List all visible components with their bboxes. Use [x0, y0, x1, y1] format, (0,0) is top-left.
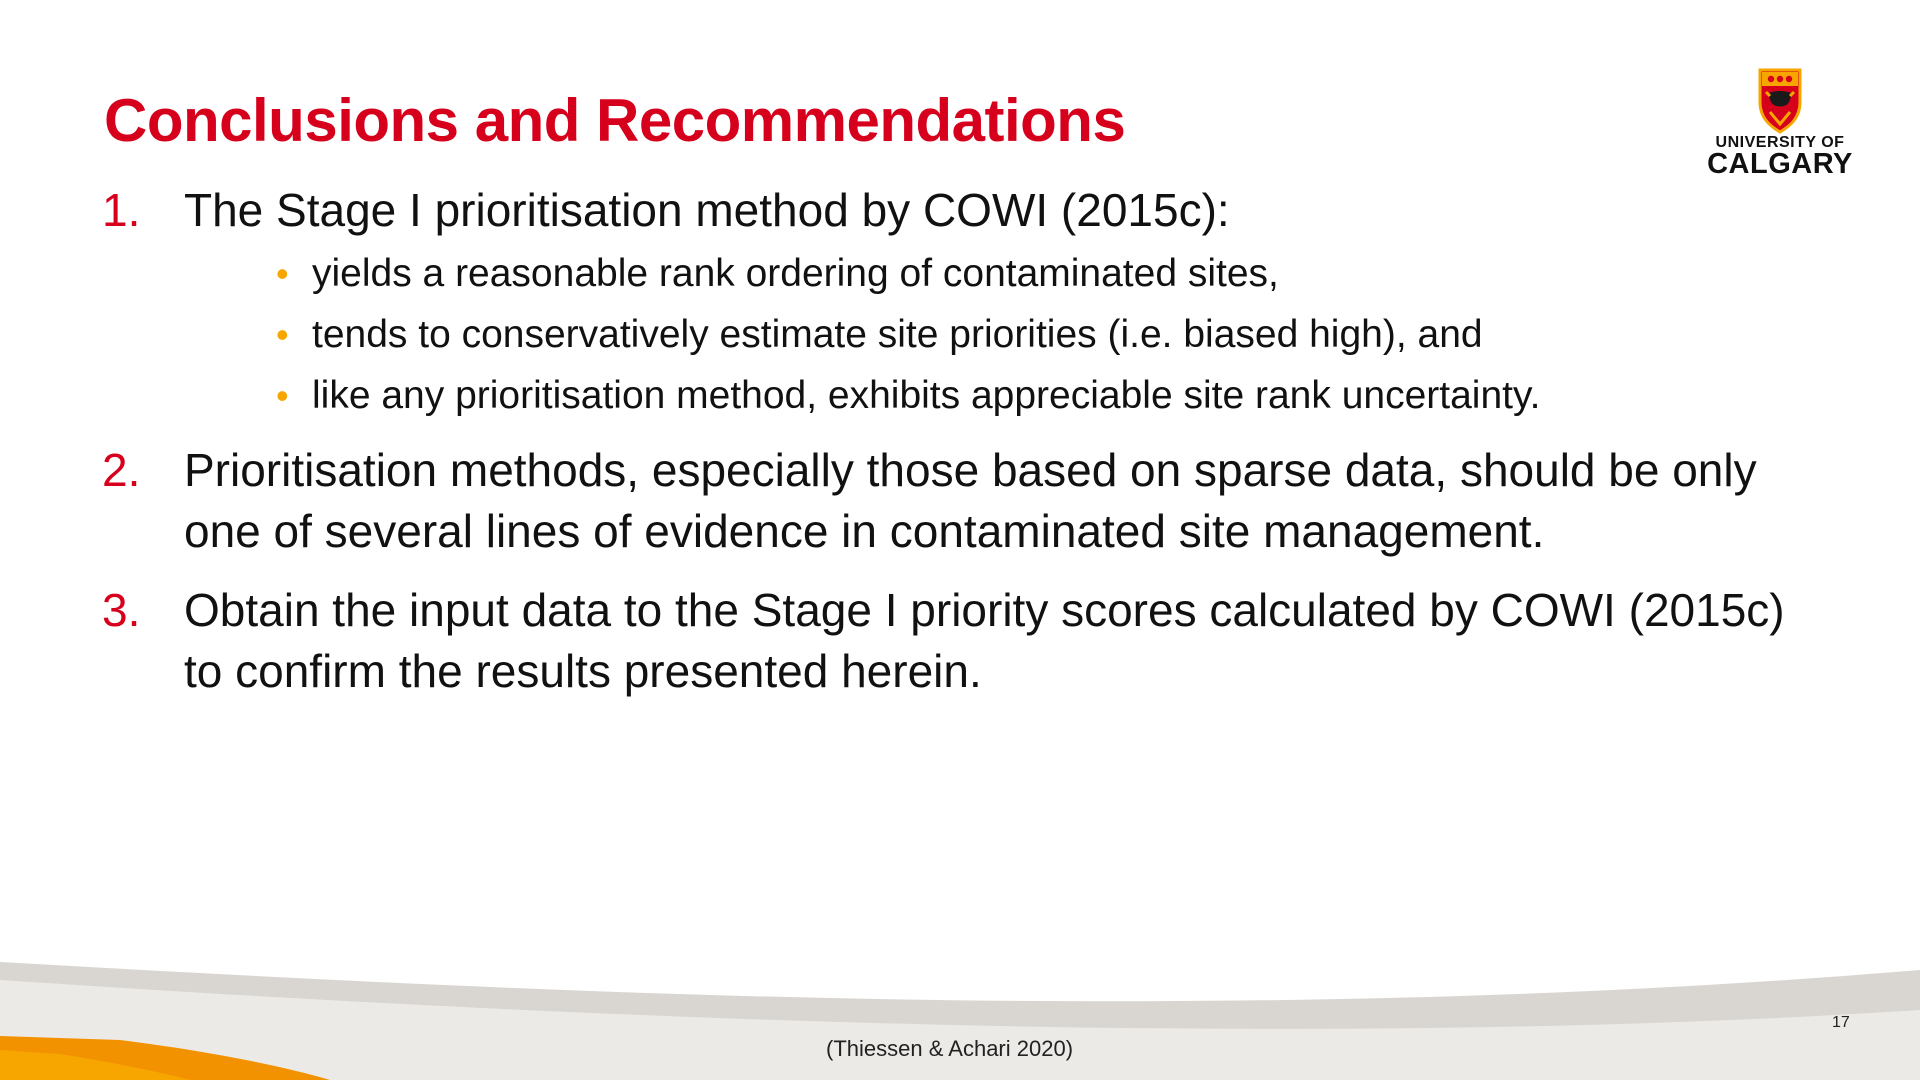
- logo-text-calgary: CALGARY: [1707, 148, 1853, 180]
- list-item-text: The Stage I prioritisation method by COWI (2015c):: [184, 184, 1230, 236]
- logo-text-university-of: UNIVERSITY OF: [1715, 134, 1845, 151]
- page-number: 17: [1832, 1014, 1850, 1031]
- conclusions-list: [100, 180, 1800, 702]
- list-item-1: [100, 180, 1800, 426]
- bullet-icon: •: [276, 253, 289, 294]
- university-crest-icon: [1756, 68, 1804, 134]
- bullet-icon: •: [276, 314, 289, 355]
- sub-bullet-text: yields a reasonable rank ordering of contaminated sites,: [312, 252, 1279, 295]
- citation: (Thiessen & Achari 2020): [826, 1036, 1074, 1061]
- sub-bullet-item: [184, 304, 1800, 365]
- list-item-2: [100, 440, 1800, 562]
- sub-bullet-item: [184, 243, 1800, 304]
- list-item-number: 2.: [102, 444, 141, 496]
- bullet-icon: •: [276, 375, 289, 416]
- list-item-text: Obtain the input data to the Stage I priority scores calculated by COWI (2015c) to confirm the results presented herein.: [184, 584, 1785, 697]
- sub-bullet-text: like any prioritisation method, exhibits appreciable site rank uncertainty.: [312, 374, 1541, 417]
- list-item-number: 1.: [102, 184, 141, 236]
- list-item-3: [100, 580, 1800, 702]
- sub-bullet-list: [184, 243, 1800, 426]
- list-item-number: 3.: [102, 584, 141, 636]
- list-item-text: Prioritisation methods, especially those based on sparse data, should be only one of several lines of evidence in contaminated site management.: [184, 444, 1757, 557]
- sub-bullet-text: tends to conservatively estimate site priorities (i.e. biased high), and: [312, 313, 1483, 356]
- slide-title: Conclusions and Recommendations: [104, 87, 1126, 154]
- sub-bullet-item: [184, 365, 1800, 426]
- university-logo: [1700, 62, 1860, 182]
